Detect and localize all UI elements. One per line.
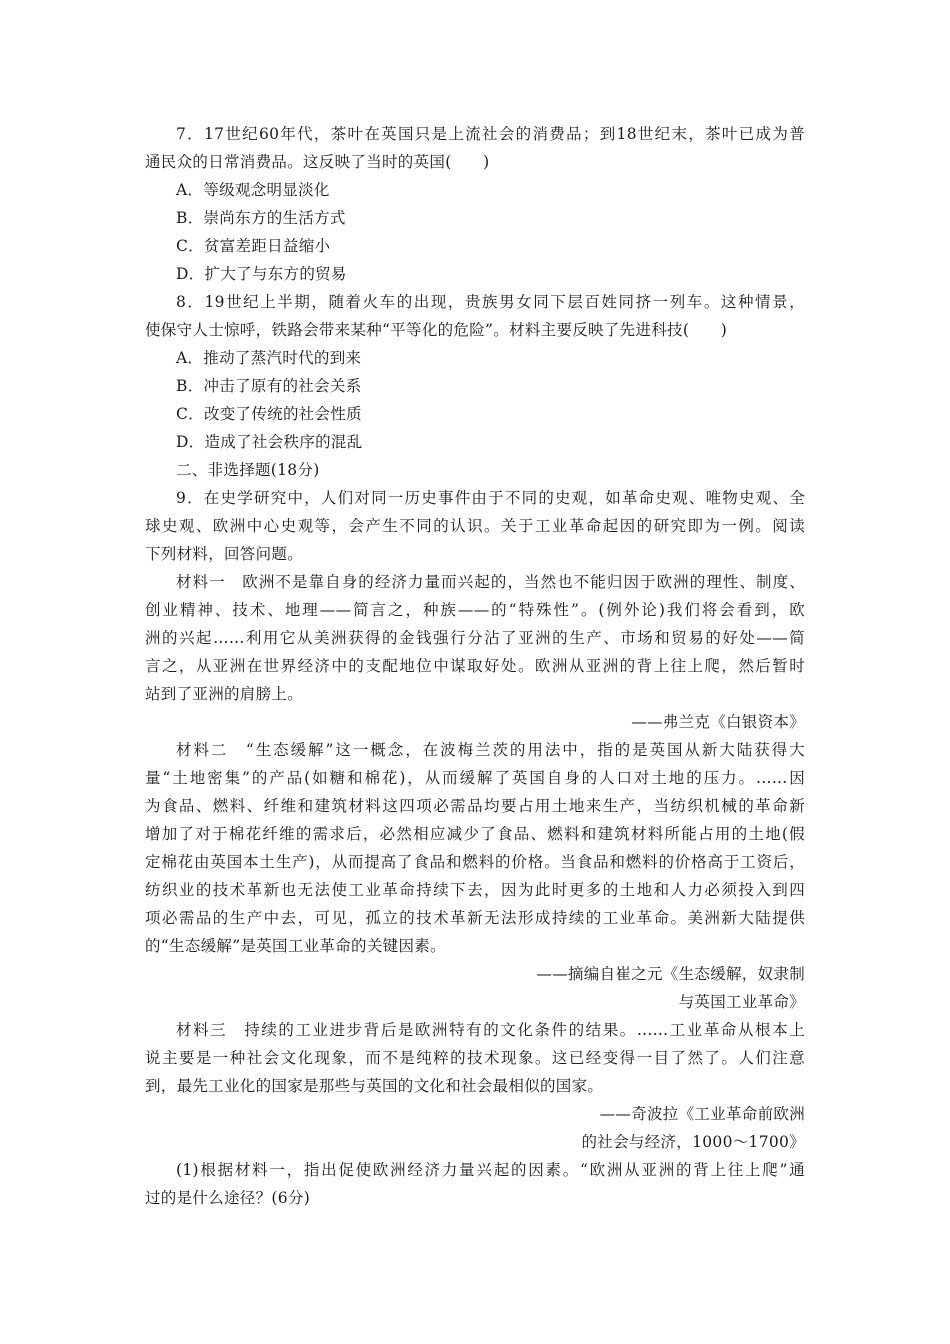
material2-line: 的“生态缓解”是英国工业革命的关键因素。 (145, 937, 446, 955)
q7-stem-line-1: 7．17世纪60年代，茶叶在英国只是上流社会的消费品；到18世纪末，茶叶已成为普 (176, 125, 805, 143)
q8-option-b: B．冲击了原有的社会关系 (176, 377, 362, 395)
q8-option-d: D．造成了社会秩序的混乱 (176, 433, 363, 451)
q8-stem-line-2: 使保守人士惊呼，铁路会带来某种“平等化的危险”。材料主要反映了先进科技( ) (145, 321, 728, 339)
q8-stem-line-1: 8．19世纪上半期，随着火车的出现，贵族男女同下层百姓同挤一列车。这种情景， (176, 293, 805, 311)
subquestion-1-line: (1)根据材料一，指出促使欧洲经济力量兴起的因素。“欧洲从亚洲的背上往上爬”通 (176, 1161, 805, 1179)
material2-line: 为食品、燃料、纤维和建筑材料这四项必需品均要占用土地来生产，当纺织机械的革命新 (145, 797, 805, 815)
material1-line: 言之，从亚洲在世界经济中的支配地位中谋取好处。欧洲从亚洲的背上往上爬，然后暂时 (145, 657, 805, 675)
material1-line: 站到了亚洲的肩膀上。 (145, 685, 304, 703)
q7-stem-line-2: 通民众的日常消费品。这反映了当时的英国( ) (145, 153, 490, 171)
q8-option-a: A．推动了蒸汽时代的到来 (176, 349, 362, 367)
q7-option-b: B．崇尚东方的生活方式 (176, 209, 346, 227)
material2-line: 增加了对于棉花纤维的需求后，必然相应减少了食品、燃料和建筑材料所能占用的土地(假 (145, 825, 805, 843)
material2-line: 材料二 “生态缓解”这一概念，在波梅兰茨的用法中，指的是英国从新大陆获得大 (176, 741, 805, 759)
q8-option-c: C．改变了传统的社会性质 (176, 405, 362, 423)
material1-line: 材料一 欧洲不是靠自身的经济力量而兴起的，当然也不能归因于欧洲的理性、制度、 (176, 573, 805, 591)
material2-line: 项必需品的生产中去，可见，孤立的技术革新无法形成持续的工业革命。美洲新大陆提供 (145, 909, 805, 927)
material3-source-line-2: 的社会与经济，1000～1700》 (581, 1133, 805, 1151)
material2-line: 纺织业的技术革新也无法使工业革命持续下去，因为此时更多的土地和人力必须投入到四 (145, 881, 805, 899)
q9-intro-line: 9．在史学研究中，人们对同一历史事件由于不同的史观，如革命史观、唯物史观、全 (176, 489, 805, 507)
q9-intro-line: 下列材料，回答问题。 (145, 545, 304, 563)
q7-option-d: D．扩大了与东方的贸易 (176, 265, 347, 283)
material1-line: 洲的兴起……利用它从美洲获得的金钱强行分沾了亚洲的生产、市场和贸易的好处——简 (145, 629, 805, 647)
material3-line: 到，最先工业化的国家是那些与英国的文化和社会最相似的国家。 (145, 1077, 604, 1095)
material3-source-line-1: ——奇波拉《工业革命前欧洲 (599, 1105, 805, 1123)
section-heading: 二、非选择题(18分) (176, 461, 320, 479)
material2-line: 定棉花由英国本土生产)，从而提高了食品和燃料的价格。当食品和燃料的价格高于工资后， (145, 853, 805, 871)
q9-intro-line: 球史观、欧洲中心史观等，会产生不同的认识。关于工业革命起因的研究即为一例。阅读 (145, 517, 805, 535)
q7-option-c: C．贫富差距日益缩小 (176, 237, 331, 255)
material1-line: 创业精神、技术、地理——简言之，种族——的“特殊性”。(例外论)我们将会看到，欧 (145, 601, 805, 619)
material2-source-line-1: ——摘编自崔之元《生态缓解，奴隶制 (536, 965, 805, 983)
material2-source-line-2: 与英国工业革命》 (678, 993, 805, 1011)
material2-line: 量“土地密集”的产品(如糖和棉花)，从而缓解了英国自身的人口对土地的压力。……因 (145, 769, 805, 787)
material1-source: ——弗兰克《白银资本》 (631, 713, 805, 731)
material3-line: 材料三 持续的工业进步背后是欧洲特有的文化条件的结果。……工业革命从根本上 (176, 1021, 805, 1039)
material3-line: 说主要是一种社会文化现象，而不是纯粹的技术现象。这已经变得一目了然了。人们注意 (145, 1049, 805, 1067)
subquestion-1-line: 过的是什么途径？(6分) (145, 1189, 311, 1207)
q7-option-a: A．等级观念明显淡化 (176, 181, 330, 199)
